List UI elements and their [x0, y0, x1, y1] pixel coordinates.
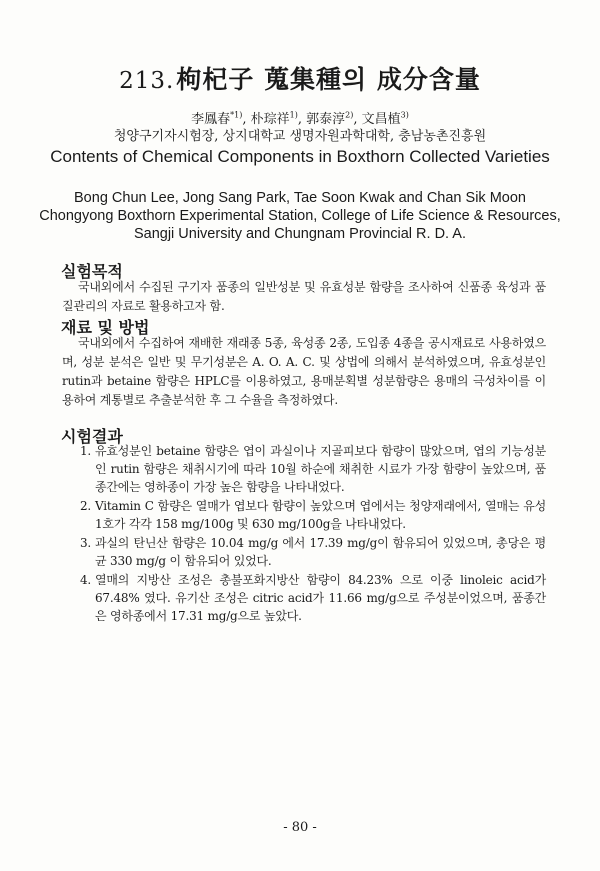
list-item — [62, 442, 546, 496]
item-number: 3. — [80, 536, 92, 550]
item-text: 과실의 탄닌산 함량은 10.04 mg/g 에서 17.39 mg/g이 함유되어 있었으며, 총당은 평균 330 mg/g 이 함유되어 있었다. — [95, 536, 546, 568]
affiliation-korean: 청양구기자시험장, 상지대학교 생명자원과학대학, 충남농촌진흥원 — [113, 129, 487, 144]
section-text-purpose: 국내외에서 수집된 구기자 품종의 일반성분 및 유효성분 함량을 조사하여 신품종 육성과 품질관리의 자료로 활용하고자 함. — [62, 280, 546, 313]
item-number: 1. — [80, 444, 92, 458]
results-list — [62, 442, 546, 626]
authors-korean: 李鳳春$^{*1)}$, 朴琮祥$^{1)}$, 郭泰淳$^{2)}$, 文昌植$^{3)}$ — [191, 110, 409, 127]
author-name: 朴琮祥 — [250, 112, 290, 127]
title-text: 枸杞子 蒐集種의 成分含量 — [176, 65, 481, 94]
item-text: 유효성분인 betaine 함량은 엽이 과실이나 지골피보다 함량이 많았으며, 엽의 기능성분인 rutin 함량은 채취시기에 따라 10월 하순에 채취한 시료가 가장 함량이 높았으며, 품종간에는 영하종이 가장 높은 함량을 나타내었다. — [95, 444, 546, 494]
list-item — [62, 571, 546, 625]
author-name: 文昌植 — [361, 112, 401, 127]
author-affil-mark: 1) — [289, 110, 298, 120]
section-heading-methods: 재료 및 방법 — [61, 318, 150, 337]
abstract-number: 213. — [119, 68, 175, 94]
section-heading-results: 시험결과 — [61, 427, 123, 446]
list-item — [62, 534, 546, 570]
section-heading-purpose: 실험목적 — [61, 262, 123, 281]
author-affil-mark: 2) — [345, 110, 354, 120]
page-number: - 80 - — [283, 820, 317, 835]
author-name: 郭泰淳 — [306, 112, 346, 127]
item-text: 열매의 지방산 조성은 총불포화지방산 함량이 84.23% 으로 이중 linoleic acid가 67.48% 였다. 유기산 조성은 citric acid가 11.66 mg/g으로 주성분이었으며, 품종간은 영하종에서 17.31 mg/g으로 높았다. — [95, 573, 546, 623]
english-authors-block — [30, 189, 570, 243]
item-text: Vitamin C 함량은 열매가 엽보다 함량이 높았으며 엽에서는 청양재래에서, 열매는 유성1호가 각각 158 mg/100g 및 630 mg/100g을 나타내었다. — [95, 499, 546, 531]
author-affil-mark: *1) — [230, 110, 243, 120]
author-affil-mark: 3) — [400, 110, 409, 120]
list-item — [62, 497, 546, 533]
authors-english: Bong Chun Lee, Jong Sang Park, Tae Soon Kwak and Chan Sik Moon — [74, 190, 526, 206]
english-title: Contents of Chemical Components in Boxthorn Collected Varieties — [50, 147, 550, 166]
author-name: 李鳳春 — [191, 112, 231, 127]
affiliation-english: Chongyong Boxthorn Experimental Station, College of Life Science & Resources, Sangji University and Chungnam Provincial R. D. A. — [39, 208, 561, 242]
section-text-methods: 국내외에서 수집하여 재배한 재래종 5종, 육성종 2종, 도입종 4종을 공시재료로 사용하였으며, 성분 분석은 일반 및 무기성분은 A. O. A. C. 및 상법에 의해서 분석하였으며, 유효성분인 rutin과 betaine 함량은 HPLC를 이용하였고, 용매분획별 성분함량은 용매의 극성차이를 이용하여 계통별로 추출분석한 후 그 수율을 측정하였다. — [62, 336, 546, 407]
paper-title — [0, 60, 600, 96]
item-number: 4. — [80, 573, 92, 587]
item-number: 2. — [80, 499, 92, 513]
